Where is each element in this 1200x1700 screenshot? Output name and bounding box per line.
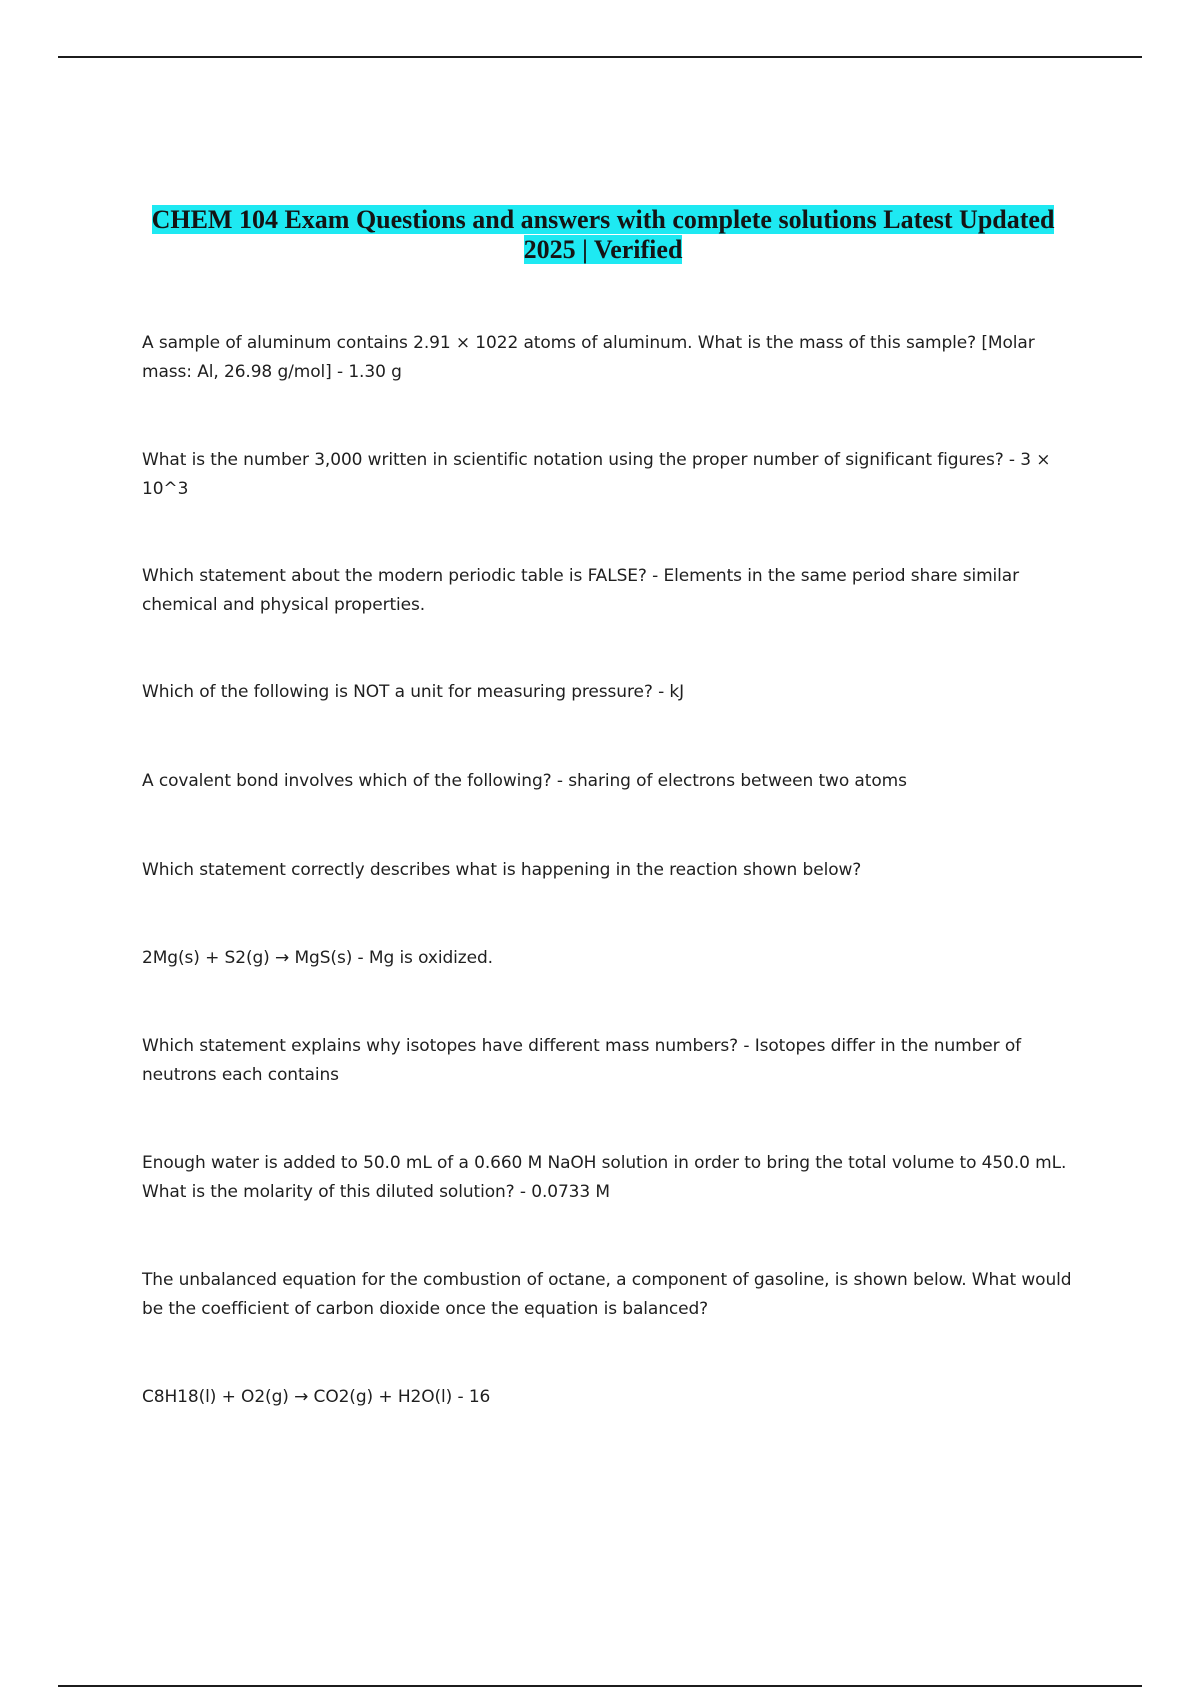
qa-item-6: Which statement correctly describes what is happening in the reaction shown below? [142,860,862,880]
qa-item-3: Which statement about the modern periodic table is FALSE? - Elements in the same period share similar chemical and physical properties. [142,566,1020,615]
header-rule [58,56,1142,58]
qa-item-7: Which statement explains why isotopes have different mass numbers? - Isotopes differ in the number of neutrons each contains [142,1036,1022,1085]
qa-item-5: A covalent bond involves which of the following? - sharing of electrons between two atoms [142,771,907,791]
qa-item-1: A sample of aluminum contains 2.91 × 1022 atoms of aluminum. What is the mass of this sample? [Molar mass: Al, 26.98 g/mol] - 1.30 g [142,333,1035,382]
title-highlight: CHEM 104 Exam Questions and answers with complete solutions Latest Updated 2025 | Verified [151,205,1055,264]
document-title [130,205,1076,265]
qa-item-9: The unbalanced equation for the combustion of octane, a component of gasoline, is shown below. What would be the coefficient of carbon dioxide once the equation is balanced? [142,1270,1072,1319]
qa-equation-2: C8H18(l) + O2(g) → CO2(g) + H2O(l) - 16 [142,1387,491,1407]
qa-item-2: What is the number 3,000 written in scientific notation using the proper number of significant figures? - 3 × 10^3 [142,450,1051,499]
qa-equation-1: 2Mg(s) + S2(g) → MgS(s) - Mg is oxidized. [142,948,493,968]
qa-item-8: Enough water is added to 50.0 mL of a 0.660 M NaOH solution in order to bring the total volume to 450.0 mL. What is the molarity of this diluted solution? - 0.0733 M [142,1153,1067,1202]
footer-rule [58,1685,1142,1687]
qa-item-4: Which of the following is NOT a unit for measuring pressure? - kJ [142,682,685,702]
